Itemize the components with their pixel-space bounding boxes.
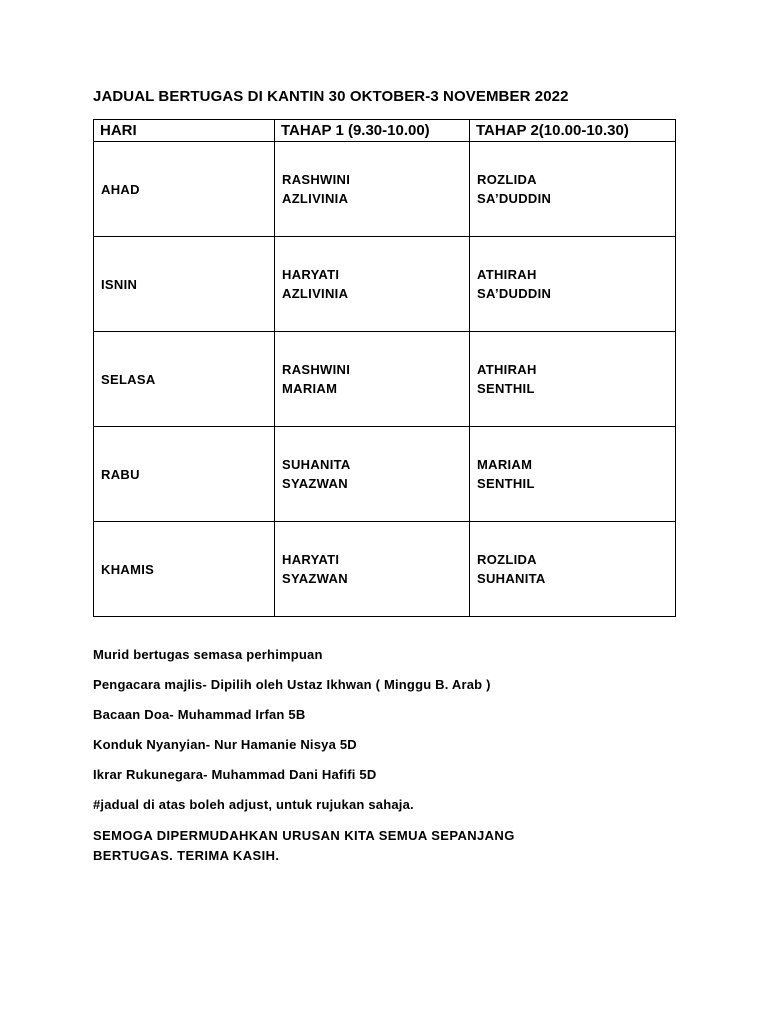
notes-section <box>93 646 693 826</box>
header-hari: HARI <box>94 120 275 142</box>
closing-line: BERTUGAS. TERIMA KASIH. <box>93 848 280 863</box>
day-cell: SELASA <box>94 332 275 427</box>
header-tahap-1: TAHAP 1 (9.30-10.00) <box>275 120 470 142</box>
tahap-1-cell: HARYATI SYAZWAN <box>275 522 470 617</box>
day-cell: AHAD <box>94 142 275 237</box>
note-line: #jadual di atas boleh adjust, untuk rujukan sahaja. <box>93 797 414 812</box>
tahap-2-cell: ROZLIDA SUHANITA <box>470 522 676 617</box>
table-row <box>94 142 676 237</box>
table-row <box>94 237 676 332</box>
note-line: Konduk Nyanyian- Nur Hamanie Nisya 5D <box>93 737 357 752</box>
note-line: Pengacara majlis- Dipilih oleh Ustaz Ikhwan ( Minggu B. Arab ) <box>93 677 491 692</box>
closing-line: SEMOGA DIPERMUDAHKAN URUSAN KITA SEMUA SEPANJANG <box>93 828 515 843</box>
note-line: Bacaan Doa- Muhammad Irfan 5B <box>93 707 306 722</box>
day-cell: KHAMIS <box>94 522 275 617</box>
notes-heading: Murid bertugas semasa perhimpuan <box>93 647 323 662</box>
tahap-2-cell: MARIAM SENTHIL <box>470 427 676 522</box>
duty-table <box>93 119 676 617</box>
closing-message <box>93 826 693 866</box>
tahap-2-cell: ATHIRAH SENTHIL <box>470 332 676 427</box>
day-cell: RABU <box>94 427 275 522</box>
note-line: Ikrar Rukunegara- Muhammad Dani Hafifi 5D <box>93 767 377 782</box>
tahap-2-cell: ATHIRAH SA’DUDDIN <box>470 237 676 332</box>
day-cell: ISNIN <box>94 237 275 332</box>
table-row <box>94 427 676 522</box>
tahap-1-cell: SUHANITA SYAZWAN <box>275 427 470 522</box>
tahap-1-cell: HARYATI AZLIVINIA <box>275 237 470 332</box>
tahap-2-cell: ROZLIDA SA’DUDDIN <box>470 142 676 237</box>
tahap-1-cell: RASHWINI MARIAM <box>275 332 470 427</box>
header-tahap-2: TAHAP 2(10.00-10.30) <box>470 120 676 142</box>
table-header-row <box>94 120 676 142</box>
table-row <box>94 522 676 617</box>
tahap-1-cell: RASHWINI AZLIVINIA <box>275 142 470 237</box>
page-title: JADUAL BERTUGAS DI KANTIN 30 OKTOBER-3 NOVEMBER 2022 <box>93 88 569 105</box>
table-row <box>94 332 676 427</box>
